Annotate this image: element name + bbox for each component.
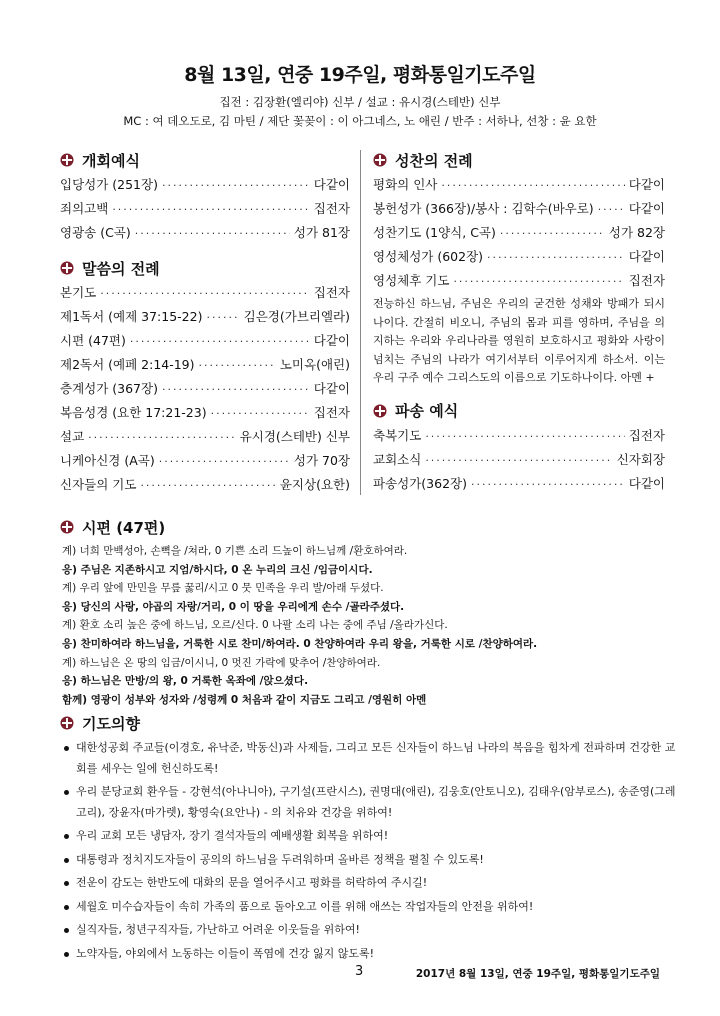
dot-leader (159, 455, 290, 468)
psalm-line: 응) 주님은 지존하시고 지엄/하시다, 0 온 누리의 크신 /임금이시다. (62, 563, 373, 576)
order-row (60, 331, 350, 355)
psalm-line: 응) 찬미하여라 하느님을, 거룩한 시로 찬미/하여라. 0 찬양하여라 우리 왕을, 거룩한 시로 /찬양하여라. (62, 637, 538, 650)
row-value: 집전자 (628, 427, 665, 443)
order-row (60, 355, 350, 379)
dot-leader (441, 179, 624, 192)
row-label: 평화의 인사 (373, 177, 438, 192)
row-label: 시편 (47편) (60, 333, 126, 348)
row-label: 영광송 (C곡) (60, 225, 131, 240)
row-value: 신자회장 (616, 451, 665, 467)
row-label: 영성체후 기도 (373, 273, 450, 288)
section-title: 개회예식 (82, 151, 140, 170)
row-value: 집전자 (313, 201, 350, 216)
section-title: 시편 (47편) (82, 518, 166, 537)
dot-leader (500, 227, 605, 240)
dot-leader (598, 203, 625, 216)
row-value: 집전자 (628, 273, 665, 288)
dot-leader (162, 383, 310, 396)
psalm-lines (62, 542, 670, 709)
psalm-line: 응) 당신의 사랑, 야곱의 자랑/거리, 0 이 땅을 우리에게 손수 /골라주셨다. (62, 600, 405, 613)
intentions-section (60, 710, 680, 967)
psalm-line: 계) 하느님은 온 땅의 임금/이시니, 0 멋진 가락에 맞추어 /찬양하여라. (62, 656, 381, 669)
order-row (60, 451, 350, 475)
celebrant-line: 집전 : 김장환(엘리야) 신부 / 설교 : 유시경(스테반) 신부 (219, 95, 501, 109)
ministers-line: MC : 여 데오도로, 김 마틴 / 제단 꽃꽂이 : 이 아그네스, 노 애린 / 반주 : 서하나, 선창 : 윤 요한 (123, 114, 597, 128)
order-row (60, 223, 350, 247)
order-row (373, 247, 665, 271)
row-value: 성가 81장 (293, 225, 350, 240)
order-row (373, 450, 665, 474)
row-label: 설교 (60, 429, 85, 444)
dot-leader (100, 287, 310, 300)
order-row (373, 474, 665, 498)
row-label: 층계성가 (367장) (60, 381, 158, 396)
section-title: 성찬의 전례 (395, 151, 473, 170)
row-value: 성가 70장 (293, 453, 350, 468)
psalm-line: 계) 환호 소리 높은 중에 하느님, 오르/신다. 0 나팔 소리 나는 중에 주님 /올라가신다. (62, 619, 448, 632)
column-divider (360, 150, 361, 495)
row-label: 본기도 (60, 285, 97, 300)
dot-leader (471, 478, 625, 491)
order-row (60, 307, 350, 331)
row-value: 다같이 (628, 249, 665, 264)
row-value: 다같이 (313, 381, 350, 396)
dot-leader (487, 251, 625, 264)
row-label: 영성체성가 (602장) (373, 249, 484, 264)
section-eucharist (373, 147, 665, 173)
row-label: 파송성가(362장) (373, 475, 467, 491)
dot-leader (162, 179, 310, 192)
page-number: 3 (355, 964, 364, 979)
right-column (373, 147, 665, 498)
cross-icon (60, 153, 74, 167)
row-value: 다같이 (628, 201, 665, 216)
order-row (60, 403, 350, 427)
row-value: 유시경(스테반) 신부 (239, 429, 350, 444)
row-value: 집전자 (313, 285, 350, 300)
dot-leader (130, 335, 310, 348)
section-liturgy-of-word (60, 255, 350, 281)
order-row (373, 175, 665, 199)
psalm-line: 함께) 영광이 성부와 성자와 /성령께 0 처음과 같이 지금도 그리고 /영원히 아멘 (62, 693, 427, 706)
order-row (373, 426, 665, 450)
cross-icon (60, 520, 74, 534)
cross-icon (373, 153, 387, 167)
order-row (373, 271, 665, 295)
intention-item: 우리 분당교회 환우들 - 강현석(아나니아), 구기설(프란시스), 권명대(애린), 김웅호(안토니오), 김태우(암부로스), 송준영(그레고리), 장윤자(마가렛), 황영숙(요안나) - 의 치유와 건강을 위하여! (60, 782, 680, 823)
dot-leader (199, 359, 276, 372)
dot-leader (140, 479, 275, 492)
section-title: 파송 예식 (395, 402, 459, 420)
section-opening-rites (60, 147, 350, 173)
row-value: 다같이 (628, 475, 665, 491)
order-row (60, 475, 350, 499)
row-label: 복음성경 (요한 17:21-23) (60, 405, 207, 420)
dot-leader (453, 275, 624, 288)
psalm-line: 계) 너희 만백성아, 손뼉을 /쳐라, 0 기쁜 소리 드높이 하느님께 /환호하여라. (62, 545, 408, 557)
section-dismissal (373, 398, 665, 424)
order-row (60, 379, 350, 403)
dot-leader (206, 311, 239, 324)
row-label: 제1독서 (예제 37:15-22) (60, 309, 203, 324)
order-row (373, 199, 665, 223)
order-row (60, 283, 350, 307)
section-title: 말씀의 전례 (82, 259, 160, 278)
section-intentions (60, 710, 680, 736)
page-title: 8월 13일, 연중 19주일, 평화통일기도주일 (184, 64, 536, 86)
dot-leader (211, 407, 310, 420)
row-value: 성가 82장 (608, 225, 665, 240)
row-value: 집전자 (313, 405, 350, 420)
order-row (60, 175, 350, 199)
cross-icon (60, 261, 74, 275)
row-value: 다같이 (313, 177, 350, 192)
row-value: 윤지상(요한) (279, 477, 350, 492)
cross-icon (373, 404, 387, 418)
section-title: 기도의향 (82, 714, 140, 733)
dot-leader (425, 430, 624, 443)
row-value: 다같이 (313, 333, 350, 348)
intention-item: 전운이 감도는 한반도에 대화의 문을 열어주시고 평화를 허락하여 주시길! (60, 873, 680, 894)
row-label: 봉헌성가 (366장)/봉사 : 김학수(바우로) (373, 201, 594, 216)
post-communion-prayer: 전능하신 하느님, 주님은 우리의 굳건한 성채와 방패가 되시나이다. 간절히 비오니, 주님의 몸과 피를 영하며, 주님을 의지하는 우리와 우리나라를 영원히 보호하시고 평화와 사랑이 넘치는 주님의 나라가 여기서부터 이루어지게 하소서. 이는 우리 구주 예수 그리스도의 이름으로 기도하나이다. 아멘 + (373, 297, 665, 384)
intention-item: 실직자들, 청년구직자들, 가난하고 어려운 이웃들을 위하여! (60, 920, 680, 941)
dot-leader (112, 203, 309, 216)
row-label: 교회소식 (373, 451, 422, 467)
section-psalm (60, 514, 670, 540)
row-value: 노미옥(애린) (279, 357, 350, 372)
intention-item: 대통령과 정치지도자들이 공의의 하느님을 두려워하며 올바른 정책을 펼칠 수 있도록! (60, 850, 680, 871)
row-label: 죄의고백 (60, 201, 109, 216)
row-label: 신자들의 기도 (60, 477, 137, 492)
order-row (60, 199, 350, 223)
dot-leader (88, 431, 236, 444)
psalm-line: 응) 하느님은 만방/의 왕, 0 거룩한 옥좌에 /앉으셨다. (62, 675, 309, 688)
footer-text: 2017년 8월 13일, 연중 19주일, 평화통일기도주일 (415, 968, 660, 980)
order-row (373, 223, 665, 247)
dot-leader (135, 227, 290, 240)
row-value: 김은경(가브리엘라) (243, 309, 350, 324)
page-footer (0, 964, 720, 984)
cross-icon (60, 716, 74, 730)
row-label: 성찬기도 (1양식, C곡) (373, 225, 496, 240)
row-label: 니케아신경 (A곡) (60, 453, 155, 468)
intention-item: 대한성공회 주교들(이경호, 유낙준, 박동신)과 사제들, 그리고 모든 신자들이 하느님 나라의 복음을 힘차게 전파하며 건강한 교회를 세우는 일에 헌신하도록! (60, 738, 680, 779)
psalm-section (60, 514, 670, 709)
row-label: 축복기도 (373, 427, 422, 443)
intention-item: 노약자들, 야외에서 노동하는 이들이 폭염에 건강 잃지 않도록! (60, 944, 680, 965)
intentions-list (60, 738, 680, 964)
left-column (60, 147, 350, 499)
intention-item: 세월호 미수습자들이 속히 가족의 품으로 돌아오고 이를 위해 애쓰는 작업자들의 안전을 위하여! (60, 897, 680, 918)
psalm-line: 계) 우리 앞에 만민을 무릎 꿇리/시고 0 뭇 민족을 우리 발/아래 두셨다. (62, 582, 384, 595)
row-value: 다같이 (628, 177, 665, 192)
intention-item: 우리 교회 모든 냉담자, 장기 결석자들의 예배생활 회복을 위하여! (60, 826, 680, 847)
dot-leader (425, 454, 612, 467)
row-label: 입당성가 (251장) (60, 177, 158, 192)
row-label: 제2독서 (예페 2:14-19) (60, 357, 195, 372)
order-row (60, 427, 350, 451)
